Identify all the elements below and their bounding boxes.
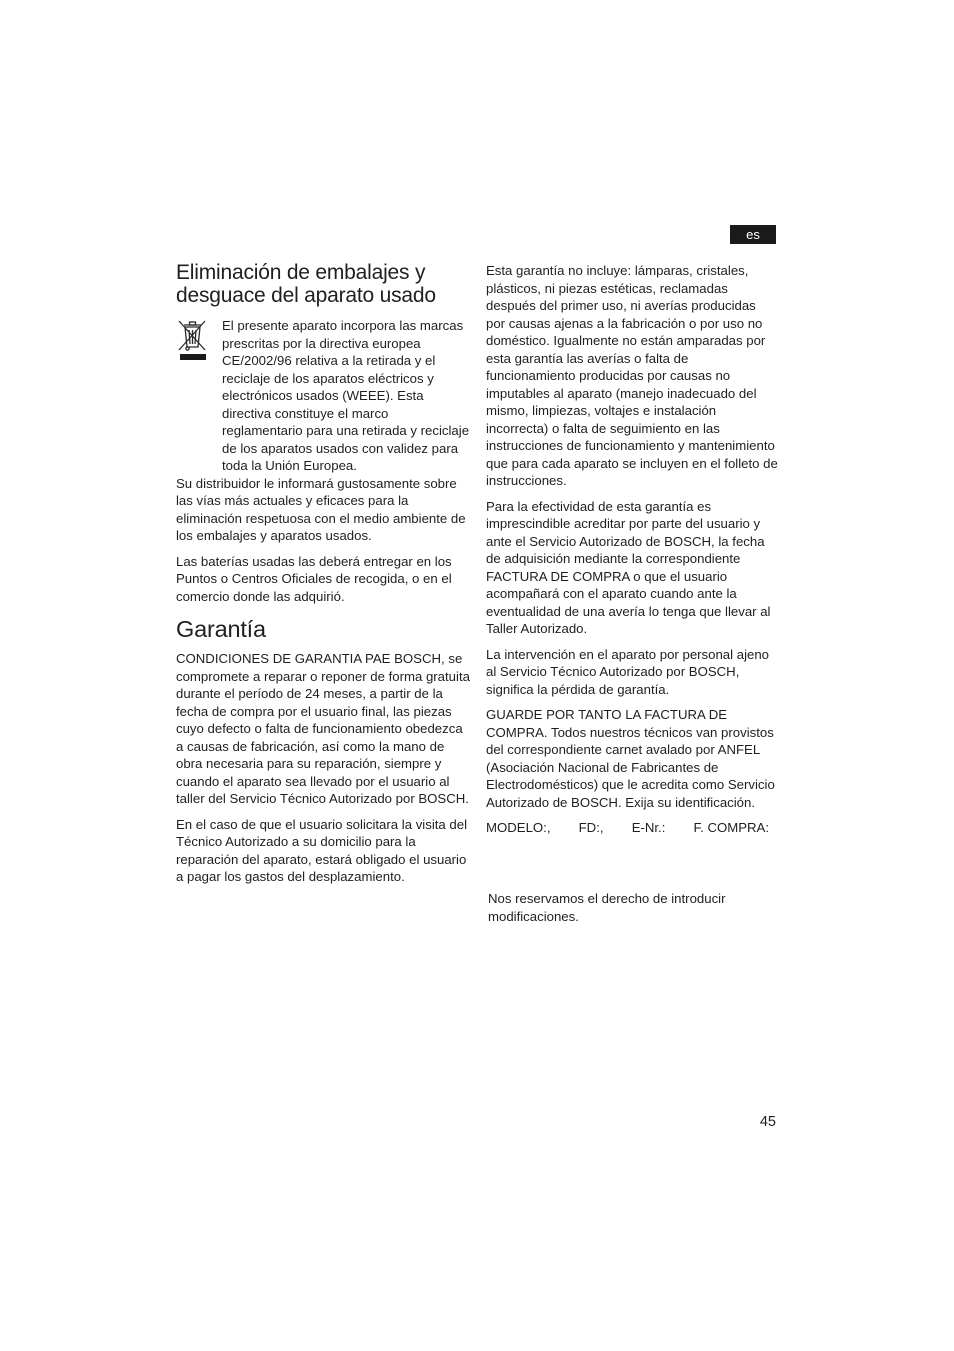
warranty-conditions-paragraph: CONDICIONES DE GARANTIA PAE BOSCH, se compromete a reparar o reponer de forma gratuita durante el período de 24 meses, a partir de la fecha de compra por el usuario final, las piezas cuyo defecto o falta de funcionamiento obedezca a causas de fabricación, así como la mano de obra necesaria para su reparación, siempre y cuando el aparato sea llevado por el usuario al taller del Servicio Técnico Autorizado por BOSCH. <box>176 651 470 806</box>
left-column <box>176 262 470 894</box>
reserve-rights-note: Nos reservamos el derecho de introducir modificaciones. <box>488 891 726 924</box>
effectiveness-paragraph: Para la efectividad de esta garantía es imprescindible acreditar por parte del usuario y ante el Servicio Autorizado de BOSCH, la fecha de adquisición mediante la correspondiente FACTURA DE COMPRA o que el usuario acompañará con el aparato cuando ante la eventualidad de una avería lo tenga que llevar al Taller Autorizado. <box>486 498 771 636</box>
warranty-fields-row <box>486 819 769 837</box>
batteries-paragraph: Las baterías usadas las deberá entregar en los Puntos o Centros Oficiales de recogida, o en el comercio donde las adquirió. <box>176 553 452 604</box>
disposal-heading: Eliminación de embalajes y desguace del aparato usado <box>176 261 436 307</box>
field-enr: E-Nr.: <box>631 820 666 835</box>
page-number: 45 <box>759 1114 776 1130</box>
intervention-paragraph: La intervención en el aparato por personal ajeno al Servicio Técnico Autorizado por BOSCH, significa la pérdida de garantía. <box>486 646 769 697</box>
field-f-compra: F. COMPRA: <box>693 820 769 835</box>
weee-bin-icon <box>176 317 222 364</box>
keep-invoice-paragraph: GUARDE POR TANTO LA FACTURA DE COMPRA. Todos nuestros técnicos van provistos del correspondiente carnet avalado por ANFEL (Asociación Nacional de Fabricantes de Electrodomésticos) que le acredita como Servicio Autorizado de BOSCH. Exija su identificación. <box>486 707 775 810</box>
home-visit-paragraph: En el caso de que el usuario solicitara la visita del Técnico Autorizado a su domicilio para la reparación del aparato, estará obligado el usuario a pagar los gastos del desplazamiento. <box>176 816 468 884</box>
weee-text: El presente aparato incorpora las marcas prescritas por la directiva europea CE/2002/96 relativa a la retirada y el reciclaje de los aparatos eléctricos y electrónicos usados (WEEE). Esta directiva constituye el marco reglamentario para una retirada y reciclaje de los aparatos usados con validez para toda la Unión Europea. <box>222 318 470 473</box>
right-column <box>486 262 778 837</box>
language-tab: es <box>730 225 776 244</box>
exclusions-paragraph: Esta garantía no incluye: lámparas, cristales, plásticos, ni piezas estéticas, reclamadas después del primer uso, ni averías producidas por causas ajenas a la fabricación o por uso no doméstico. Igualmente no están amparadas por esta garantía las averías o falta de funcionamiento producidas por causas no imputables al aparato (manejo inadecuado del mismo, limpiezas, voltajes e instalación incorrecta) o falta de seguimiento en las instrucciones de funcionamiento y mantenimiento que para cada aparato se incluyen en el folleto de instrucciones. <box>486 263 778 488</box>
field-modelo: MODELO:, <box>486 820 551 835</box>
warranty-heading: Garantía <box>176 616 266 642</box>
field-fd: FD:, <box>578 820 604 835</box>
distributor-paragraph: Su distribuidor le informará gustosamente sobre las vías más actuales y eficaces para la eliminación respetuosa con el medio ambiente de los embalajes y aparatos usados. <box>176 475 466 543</box>
weee-block <box>176 317 470 475</box>
